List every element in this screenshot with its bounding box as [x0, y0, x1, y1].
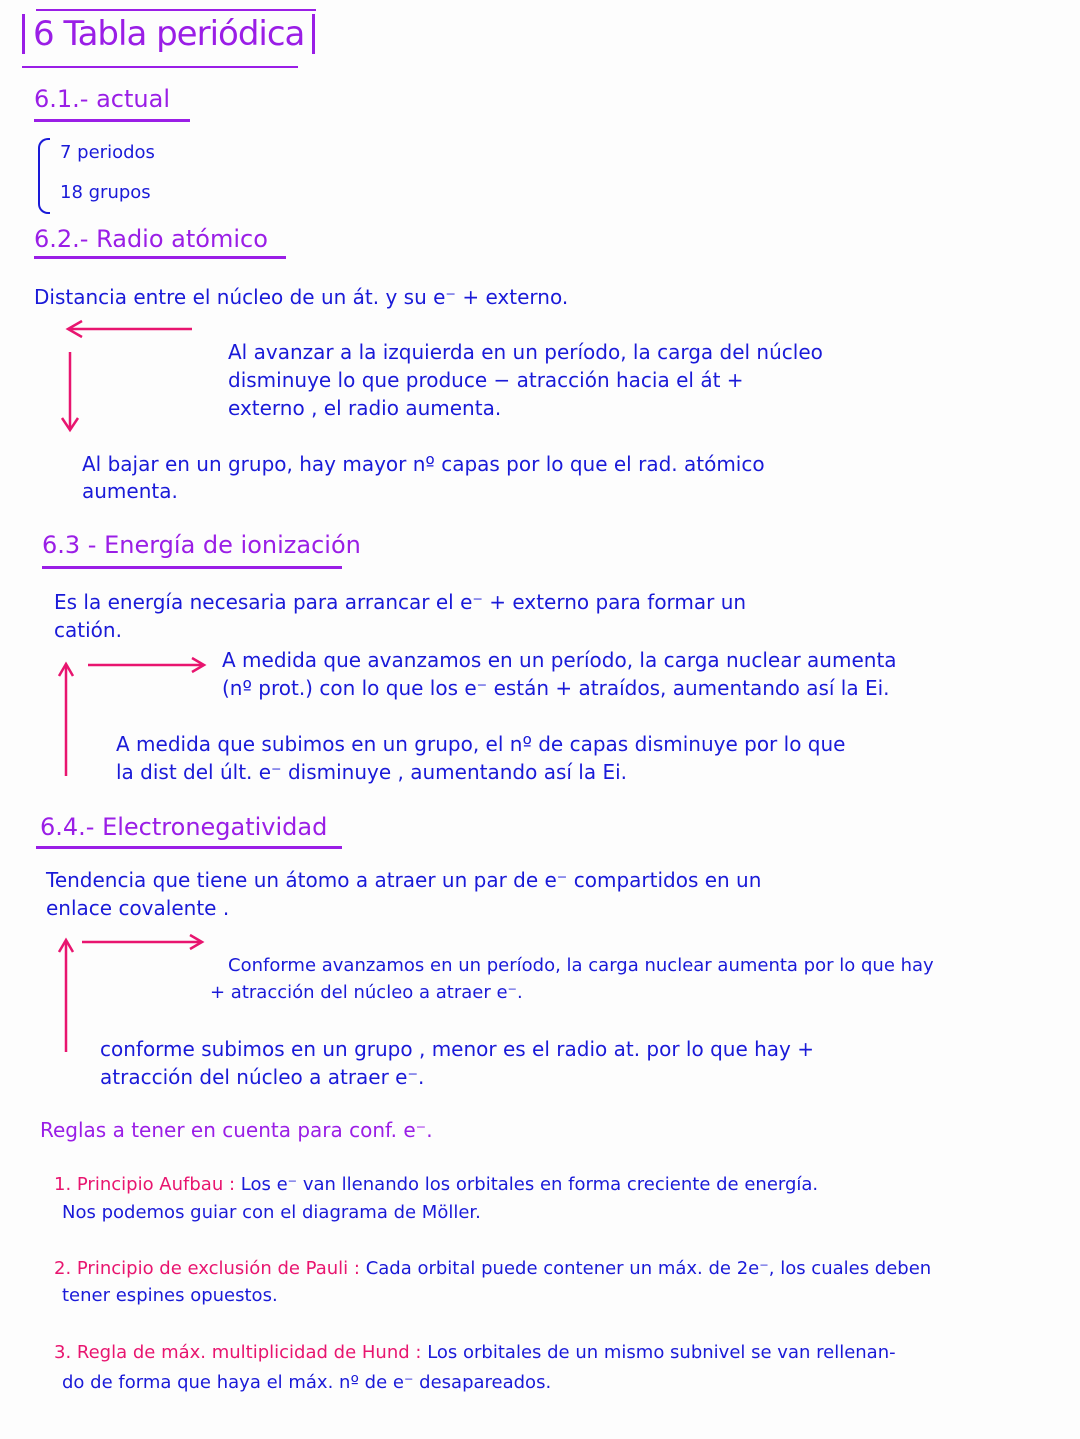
rules-heading: Reglas a tener en cuenta para conf. e⁻.: [40, 1118, 433, 1142]
rule-text-line: Nos podemos guiar con el diagrama de Möller.: [62, 1202, 481, 1223]
arrow-right-icon: [80, 933, 208, 953]
section-heading-6-2: 6.2.- Radio atómico: [34, 225, 268, 253]
section-underline: [42, 566, 342, 569]
arrow-left-icon: [64, 320, 194, 340]
group-note-line: atracción del núcleo a atraer e⁻.: [100, 1065, 425, 1089]
section-underline: [34, 119, 190, 122]
rule-label: 2. Principio de exclusión de Pauli :: [54, 1258, 360, 1279]
group-note-line: A medida que subimos en un grupo, el nº de capas disminuye por lo que: [116, 732, 846, 756]
group-note-line: Al bajar en un grupo, hay mayor nº capas por lo que el rad. atómico: [82, 452, 765, 476]
definition-line: catión.: [54, 618, 122, 642]
section-heading-6-3: 6.3 - Energía de ionización: [42, 531, 361, 559]
list-item-groups: 18 grupos: [60, 182, 151, 203]
definition-line: Tendencia que tiene un átomo a atraer un par de e⁻ compartidos en un: [46, 868, 762, 892]
period-note-line: disminuye lo que produce − atracción hacia el át +: [228, 368, 744, 392]
rule-item-hund: [54, 1340, 896, 1366]
period-note-line: Al avanzar a la izquierda en un período, la carga del núcleo: [228, 340, 823, 364]
period-note-line: externo , el radio aumenta.: [228, 396, 502, 420]
period-note-line: Conforme avanzamos en un período, la carga nuclear aumenta por lo que hay: [228, 955, 934, 976]
group-note-line: aumenta.: [82, 479, 178, 503]
definition-text: Distancia entre el núcleo de un át. y su e⁻ + externo.: [34, 285, 569, 309]
rule-text-line: tener espines opuestos.: [62, 1285, 278, 1306]
arrow-up-icon: [56, 938, 76, 1054]
rule-label: 1. Principio Aufbau :: [54, 1174, 236, 1195]
definition-line: enlace covalente .: [46, 896, 230, 920]
brace-icon: [38, 138, 50, 214]
period-note-line: A medida que avanzamos en un período, la carga nuclear aumenta: [222, 648, 897, 672]
section-heading-6-1: 6.1.- actual: [34, 85, 170, 113]
rule-text: Los e⁻ van llenando los orbitales en forma creciente de energía.: [240, 1174, 819, 1195]
section-underline: [34, 256, 286, 259]
definition-line: Es la energía necesaria para arrancar el e⁻ + externo para formar un: [54, 590, 747, 614]
page-title: 6 Tabla periódica: [22, 14, 315, 54]
period-note-line: + atracción del núcleo a atraer e⁻.: [210, 982, 523, 1003]
rule-item-pauli: [54, 1256, 931, 1282]
rule-text-line: do de forma que haya el máx. nº de e⁻ desapareados.: [62, 1372, 552, 1393]
title-bottom-rule: [22, 66, 298, 68]
rule-text: Los orbitales de un mismo subnivel se van rellenan-: [427, 1342, 896, 1363]
group-note-line: la dist del últ. e⁻ disminuye , aumentando así la Ei.: [116, 760, 628, 784]
group-note-line: conforme subimos en un grupo , menor es el radio at. por lo que hay +: [100, 1037, 814, 1061]
list-item-periods: 7 periodos: [60, 142, 155, 163]
rule-label: 3. Regla de máx. multiplicidad de Hund :: [54, 1342, 422, 1363]
rule-text: Cada orbital puede contener un máx. de 2e⁻, los cuales deben: [365, 1258, 932, 1279]
title-top-rule: [36, 9, 316, 11]
rule-item-aufbau: [54, 1172, 818, 1198]
arrow-up-icon: [56, 662, 76, 778]
section-heading-6-4: 6.4.- Electronegatividad: [40, 813, 328, 841]
arrow-right-icon: [86, 656, 210, 676]
arrow-down-icon: [60, 350, 80, 434]
section-underline: [36, 846, 342, 849]
period-note-line: (nº prot.) con lo que los e⁻ están + atraídos, aumentando así la Ei.: [222, 676, 890, 700]
